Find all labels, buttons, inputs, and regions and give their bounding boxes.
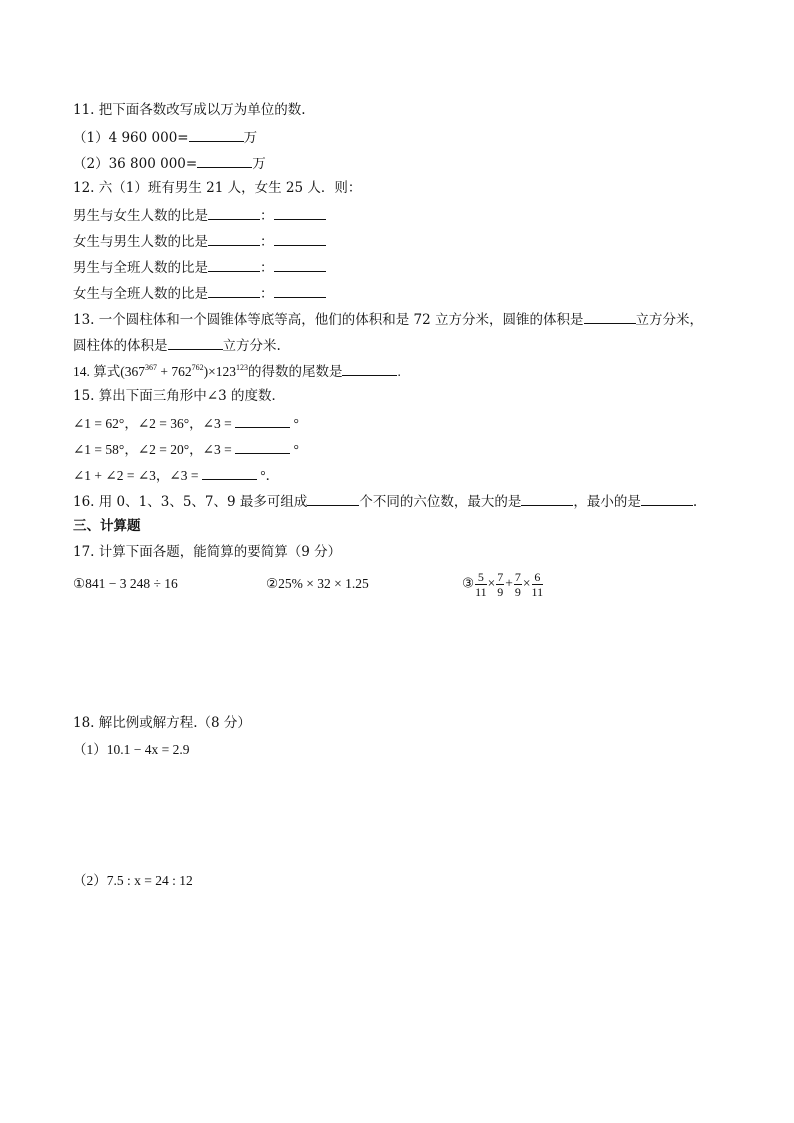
answer-blank[interactable] xyxy=(202,465,257,480)
times-sign: × xyxy=(522,575,531,591)
q12-row xyxy=(73,257,326,277)
q14-base1: (367 xyxy=(120,364,145,379)
answer-blank[interactable] xyxy=(274,257,326,272)
answer-blank[interactable] xyxy=(208,205,260,220)
q14-end: . xyxy=(397,364,401,379)
answer-blank[interactable] xyxy=(307,491,359,506)
fraction: $\frac{5}{11}$ xyxy=(475,570,487,599)
q14-close: )×123 xyxy=(203,364,236,379)
q16-text: 16. 用 0、1、3、5、7、9 最多可组成 xyxy=(73,494,308,510)
answer-blank[interactable] xyxy=(208,283,260,298)
answer-blank[interactable] xyxy=(521,491,573,506)
q14-suffix: 的得数的尾数是 xyxy=(247,364,343,379)
q15-row xyxy=(73,439,299,459)
q14-line xyxy=(73,361,401,381)
answer-blank[interactable] xyxy=(584,309,636,324)
unit-wan: 万 xyxy=(243,130,258,146)
q16-text: 个不同的六位数，最大的是 xyxy=(359,494,522,510)
q12-row xyxy=(73,283,326,303)
fraction: $\frac{7}{9}$ xyxy=(514,570,521,599)
q18-part1: （1）10.1 − 4x = 2.9 xyxy=(73,742,190,757)
answer-blank[interactable] xyxy=(208,231,260,246)
q17-item2: ②25% × 32 × 1.25 xyxy=(266,576,369,591)
answer-blank[interactable] xyxy=(235,439,290,454)
answer-blank[interactable] xyxy=(274,205,326,220)
q14-plus: + 762 xyxy=(157,364,192,379)
q16-end: . xyxy=(692,494,698,510)
ratio-colon: ： xyxy=(260,260,274,276)
q14-exp3: 123 xyxy=(235,363,248,372)
q13-unit: 立方分米. xyxy=(222,338,281,354)
q11-part1-label: （1）4 960 000= xyxy=(73,130,189,146)
q15-title: 15. 算出下面三角形中∠3 的度数． xyxy=(73,388,285,404)
q12-row-label: 女生与男生人数的比是 xyxy=(73,234,208,250)
q17-item1: ①841 − 3 248 ÷ 16 xyxy=(73,576,178,591)
degree-sign: °． xyxy=(260,468,280,483)
answer-blank[interactable] xyxy=(189,127,244,142)
answer-blank[interactable] xyxy=(168,335,223,350)
plus-sign: + xyxy=(505,575,513,591)
q16-line xyxy=(73,491,697,511)
q12-row-label: 女生与全班人数的比是 xyxy=(73,286,208,302)
q11-part2 xyxy=(73,153,266,173)
q18-part2: （2）7.5 : x = 24 : 12 xyxy=(73,873,193,888)
q13-text: 13. 一个圆柱体和一个圆锥体等底等高，他们的体积和是 72 立方分米，圆锥的体积是 xyxy=(73,312,584,328)
q17-item3 xyxy=(462,570,544,599)
q13-text: 圆柱体的体积是 xyxy=(73,338,168,354)
ratio-colon: ： xyxy=(260,286,274,302)
degree-sign: ° xyxy=(293,442,299,457)
q13-unit: 立方分米， xyxy=(635,312,704,328)
q16-text: ，最小的是 xyxy=(573,494,641,510)
q18-title: 18. 解比例或解方程.（8 分） xyxy=(73,715,251,731)
q15-row-text: ∠1 + ∠2 = ∠3，∠3 = xyxy=(73,468,199,483)
q14-exp2: 762 xyxy=(191,363,204,372)
q11-part1 xyxy=(73,127,257,147)
ratio-colon: ： xyxy=(260,208,274,224)
ratio-colon: ： xyxy=(260,234,274,250)
q15-row xyxy=(73,413,299,433)
q17-title: 17. 计算下面各题，能简算的要简算（9 分） xyxy=(73,544,342,560)
answer-blank[interactable] xyxy=(274,283,326,298)
answer-blank[interactable] xyxy=(274,231,326,246)
answer-blank[interactable] xyxy=(208,257,260,272)
q11-title: 11. 把下面各数改写成以万为单位的数. xyxy=(73,102,306,118)
fraction: $\frac{7}{9}$ xyxy=(497,570,504,599)
q14-prefix: 14. 算式 xyxy=(73,364,121,379)
q14-exp1: 367 xyxy=(145,363,157,372)
answer-blank[interactable] xyxy=(641,491,693,506)
q12-title: 12. 六（1）班有男生 21 人，女生 25 人．则： xyxy=(73,180,362,196)
answer-blank[interactable] xyxy=(342,361,397,376)
degree-sign: ° xyxy=(293,416,299,431)
q12-row-label: 男生与女生人数的比是 xyxy=(73,208,208,224)
q11-part2-label: （2）36 800 000= xyxy=(73,156,198,172)
q13-line2 xyxy=(73,335,281,355)
q17-item3-marker: ③ xyxy=(462,575,475,591)
q12-row xyxy=(73,205,326,225)
q15-row-text: ∠1 = 62°，∠2 = 36°，∠3 = xyxy=(73,416,232,431)
section-heading: 三、计算题 xyxy=(73,518,141,534)
answer-blank[interactable] xyxy=(197,153,252,168)
fraction: $\frac{6}{11}$ xyxy=(531,570,544,599)
q12-row xyxy=(73,231,326,251)
answer-blank[interactable] xyxy=(235,413,290,428)
times-sign: × xyxy=(487,575,496,591)
unit-wan: 万 xyxy=(252,156,266,172)
q15-row xyxy=(73,465,279,485)
q12-row-label: 男生与全班人数的比是 xyxy=(73,260,208,276)
q15-row-text: ∠1 = 58°，∠2 = 20°，∠3 = xyxy=(73,442,232,457)
q13-line1 xyxy=(73,309,703,329)
